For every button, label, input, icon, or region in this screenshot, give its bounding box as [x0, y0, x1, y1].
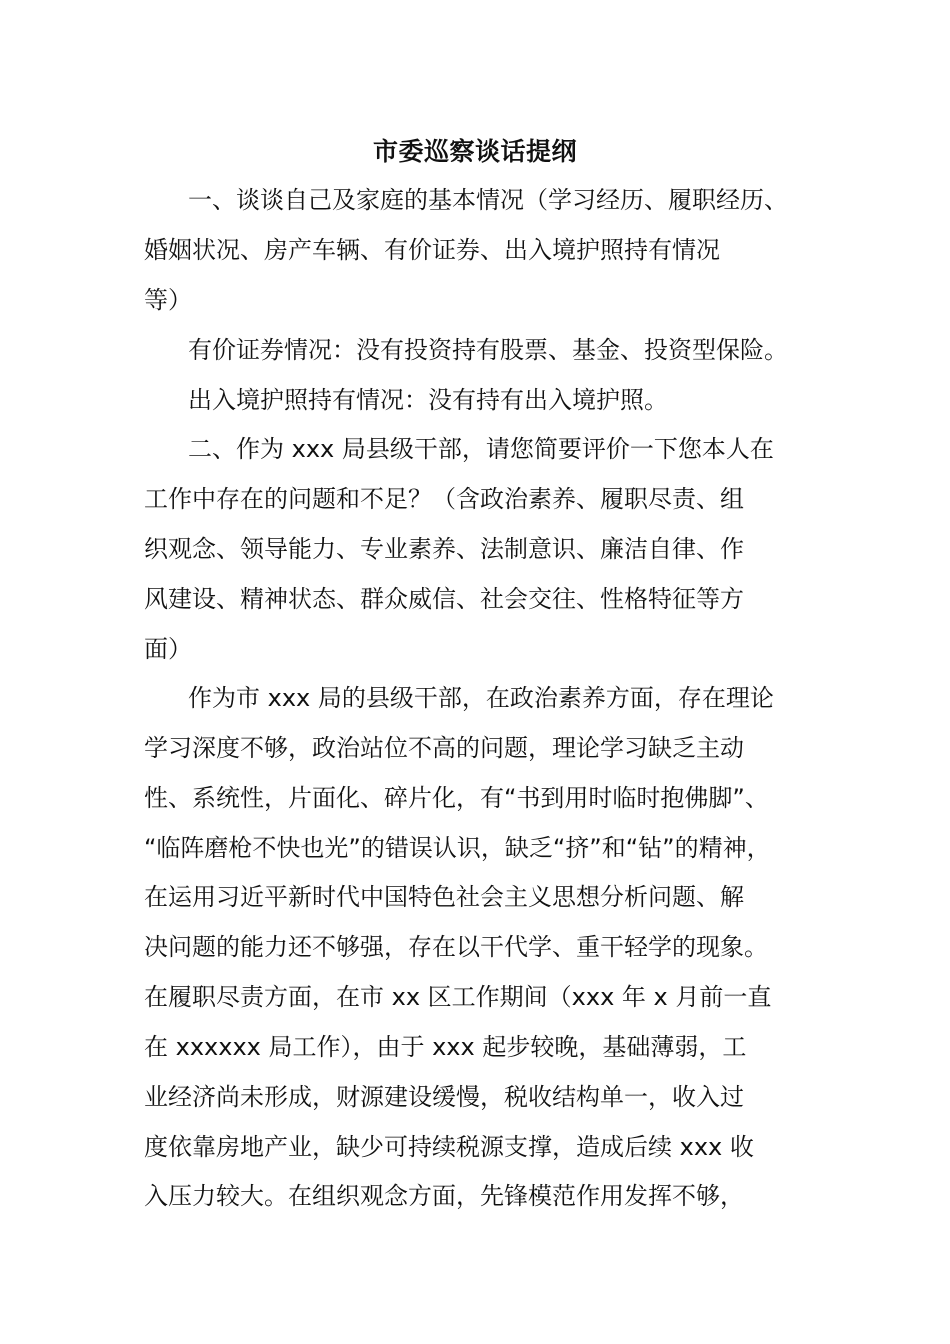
body-paragraph-line-1: 作为市 xxx 局的县级干部，在政治素养方面，存在理论	[188, 684, 774, 712]
section-2-heading-line-5: 面）	[144, 635, 192, 663]
securities-status: 有价证券情况：没有投资持有股票、基金、投资型保险。	[188, 336, 788, 364]
body-paragraph-line-8: 在 xxxxxx 局工作），由于 xxx 起步较晚，基础薄弱，工	[144, 1033, 747, 1061]
section-1-heading-line-3: 等）	[144, 286, 192, 314]
section-1-heading-line-2: 婚姻状况、房产车辆、有价证券、出入境护照持有情况	[144, 236, 720, 264]
section-2-heading-line-4: 风建设、精神状态、群众威信、社会交往、性格特征等方	[144, 585, 744, 613]
section-1-heading-line-1: 一、谈谈自己及家庭的基本情况（学习经历、履职经历、	[188, 186, 788, 214]
body-paragraph-line-10: 度依靠房地产业，缺少可持续税源支撑，造成后续 xxx 收	[144, 1133, 754, 1161]
section-2-heading-line-3: 织观念、领导能力、专业素养、法制意识、廉洁自律、作	[144, 535, 744, 563]
body-paragraph-line-4: “临阵磨枪不快也光”的错误认识，缺乏“挤”和“钻”的精神，	[144, 834, 771, 862]
body-paragraph-line-7: 在履职尽责方面，在市 xx 区工作期间（xxx 年 x 月前一直	[144, 983, 772, 1011]
body-paragraph-line-11: 入压力较大。在组织观念方面，先锋模范作用发挥不够，	[144, 1182, 744, 1210]
body-paragraph-line-6: 决问题的能力还不够强，存在以干代学、重干轻学的现象。	[144, 933, 768, 961]
passport-status: 出入境护照持有情况：没有持有出入境护照。	[188, 386, 668, 414]
body-paragraph-line-9: 业经济尚未形成，财源建设缓慢，税收结构单一，收入过	[144, 1083, 744, 1111]
document-title: 市委巡察谈话提纲	[372, 137, 577, 166]
section-2-heading-line-2: 工作中存在的问题和不足？（含政治素养、履职尽责、组	[144, 485, 744, 513]
body-paragraph-line-5: 在运用习近平新时代中国特色社会主义思想分析问题、解	[144, 883, 744, 911]
body-paragraph-line-3: 性、系统性，片面化、碎片化，有“书到用时临时抱佛脚”、	[144, 784, 769, 812]
section-2-heading-line-1: 二、作为 xxx 局县级干部，请您简要评价一下您本人在	[188, 435, 774, 463]
body-paragraph-line-2: 学习深度不够，政治站位不高的问题，理论学习缺乏主动	[144, 734, 744, 762]
